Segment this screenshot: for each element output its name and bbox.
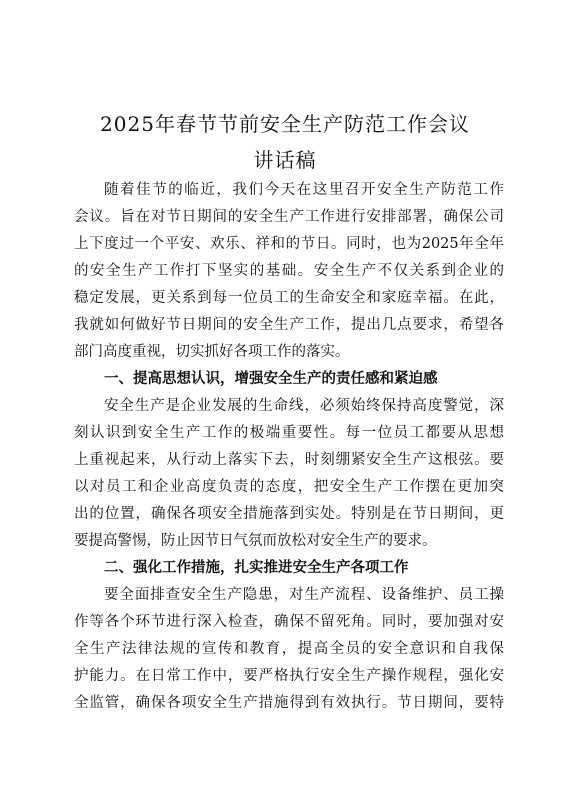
- paragraph-line: 护能力。在日常工作中，要严格执行安全生产操作规程，强化安: [74, 668, 504, 684]
- paragraph-line: 部门高度重视，切实抓好各项工作的落实。: [74, 344, 350, 360]
- paragraph-line: 安全生产是企业发展的生命线，必须始终保持高度警觉，深: [104, 398, 504, 414]
- section-heading: 二、强化工作措施，扎实推进安全生产各项工作: [104, 559, 409, 576]
- section-heading: 一、提高思想认识，增强安全生产的责任感和紧迫感: [104, 370, 438, 387]
- paragraph-line: 全监管，确保各项安全生产措施得到有效执行。节日期间，要特: [74, 695, 504, 711]
- paragraph-line: 以对员工和企业高度负责的态度，把安全生产工作摆在更加突: [74, 479, 504, 495]
- paragraph-line: 的安全生产工作打下坚实的基础。安全生产不仅关系到企业的: [74, 263, 504, 279]
- document-subtitle: 讲话稿: [253, 148, 317, 172]
- paragraph-line: 我就如何做好节日期间的安全生产工作，提出几点要求，希望各: [74, 317, 504, 333]
- paragraph-line: 随着佳节的临近，我们今天在这里召开安全生产防范工作: [104, 182, 504, 198]
- paragraph-line: 会议。旨在对节日期间的安全生产工作进行安排部署，确保公司: [74, 209, 504, 225]
- paragraph-line: 要提高警惕，防止因节日气氛而放松对安全生产的要求。: [74, 533, 437, 549]
- document-title: 2025年春节节前安全生产防范工作会议: [100, 112, 470, 136]
- paragraph-line: 刻认识到安全生产工作的极端重要性。每一位员工都要从思想: [74, 425, 504, 441]
- paragraph-line: 作等各个环节进行深入检查，确保不留死角。同时，要加强对安: [74, 614, 504, 630]
- paragraph-line: 出的位置，确保各项安全措施落到实处。特别是在节日期间，更: [74, 506, 504, 522]
- paragraph-line: 上下度过一个平安、欢乐、祥和的节日。同时，也为2025年全年: [74, 236, 504, 252]
- paragraph-line: 上重视起来，从行动上落实下去，时刻绷紧安全生产这根弦。要: [74, 452, 504, 468]
- paragraph-line: 要全面排查安全生产隐患，对生产流程、设备维护、员工操: [104, 587, 504, 603]
- paragraph-line: 稳定发展，更关系到每一位员工的生命安全和家庭幸福。在此，: [74, 290, 504, 306]
- paragraph-line: 全生产法律法规的宣传和教育，提高全员的安全意识和自我保: [74, 641, 504, 657]
